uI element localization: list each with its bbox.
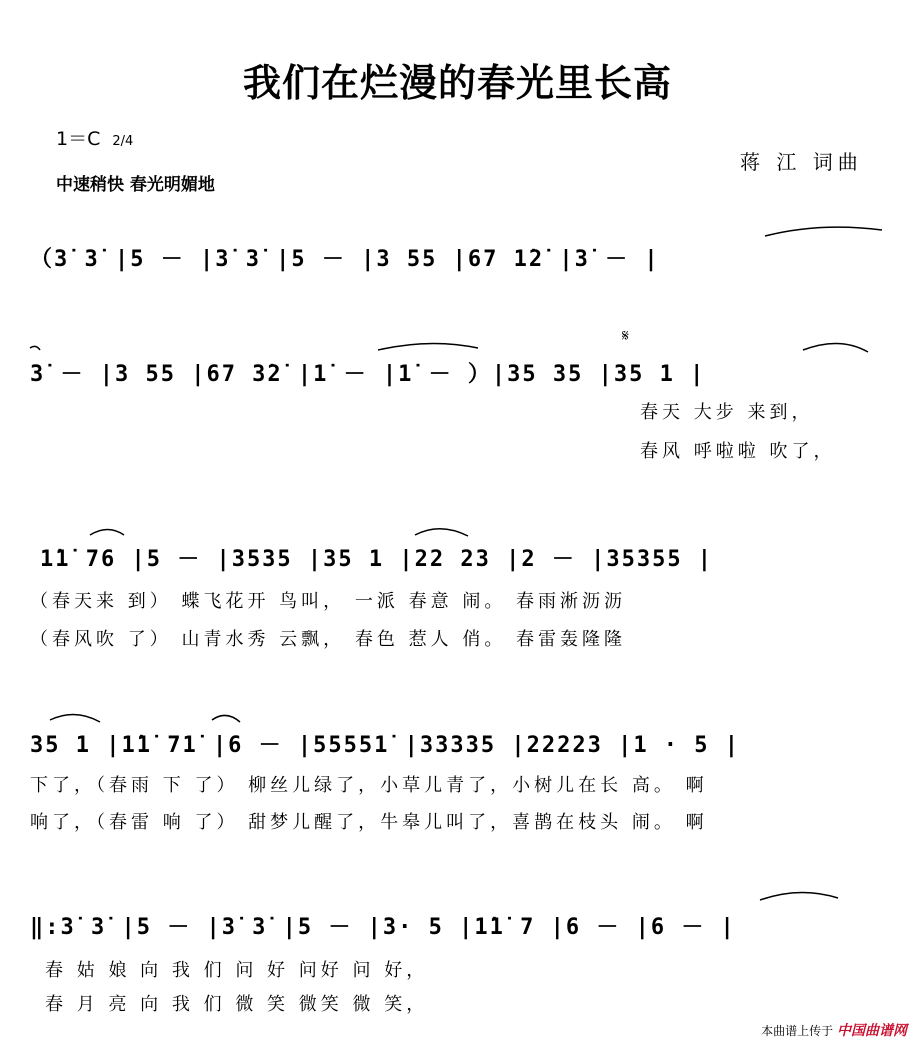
lyric-row-2-verse-1: 春天 大步 来到，	[640, 402, 814, 423]
score-row-2: 3̇ － |3 55 |67 3̇2̇ |1̇ － |1̇ － ）|35 35 |35 1 |	[30, 362, 706, 387]
tie-arc	[760, 892, 838, 900]
footer-credit	[761, 1020, 907, 1040]
page-title: 我们在烂漫的春光里长高	[242, 61, 672, 105]
lyric-row-3-verse-2: （春风吹 了） 山青水秀 云飘， 春色 惹人 俏。 春雷轰隆隆	[30, 629, 627, 650]
slur-arc	[212, 715, 240, 722]
footer-text: 本曲谱上传于	[761, 1024, 834, 1038]
author-credit: 蒋 江 词曲	[740, 150, 863, 174]
lyric-row-4-verse-2: 响了，（春雷 响 了） 甜梦儿醒了，牛皋儿叫了，喜鹊在枝头 闹。 啊	[30, 812, 708, 833]
tie-arc	[765, 227, 882, 236]
lyric-row-2-verse-2: 春风 呼啦啦 吹了，	[640, 441, 836, 462]
site-logo: 中国曲谱网	[837, 1023, 907, 1039]
key-text: 1＝C	[56, 128, 101, 150]
slur-arc	[415, 529, 468, 536]
score-row-4: 35 1 |1̇1̇ 71̇ |6 － |55551̇ |33335 |22223 |1 · 5 |	[30, 733, 741, 758]
lyric-row-5-verse-1: 春 姑 娘 向 我 们 问 好 问好 问 好，	[45, 960, 429, 981]
score-row-5: ‖:3̇ 3̇ |5 － |3̇ 3̇ |5 － |3· 5 |1̇1̇ 7 |6 － |6 － |	[30, 915, 736, 940]
tempo-marking: 中速稍快 春光明媚地	[56, 175, 215, 195]
slur-arc	[50, 714, 100, 722]
lyric-row-5-verse-2: 春 月 亮 向 我 们 微 笑 微笑 微 笑，	[45, 994, 429, 1015]
lyric-row-3-verse-1: （春天来 到） 蝶飞花开 鸟叫， 一派 春意 闹。 春雨淅沥沥	[30, 591, 627, 612]
segno-sign: 𝄋	[622, 326, 629, 345]
slur-arc	[90, 530, 124, 536]
slur-arc	[803, 343, 868, 352]
lyric-row-4-verse-1: 下了，（春雨 下 了） 柳丝儿绿了，小草儿青了，小树儿在长 高。 啊	[30, 775, 708, 796]
time-signature: 2/4	[112, 134, 134, 149]
score-row-3: 1̇1̇ 76 |5 － |3535 |35 1 |22 23 |2 － |35355 |	[40, 547, 714, 572]
score-row-1: （3̇ 3̇ |5 － |3̇ 3̇ |5 － |3 55 |67 1̇2̇ |3̇ － |	[30, 247, 660, 272]
slur-arc	[378, 343, 478, 350]
tie-arc	[30, 346, 40, 350]
